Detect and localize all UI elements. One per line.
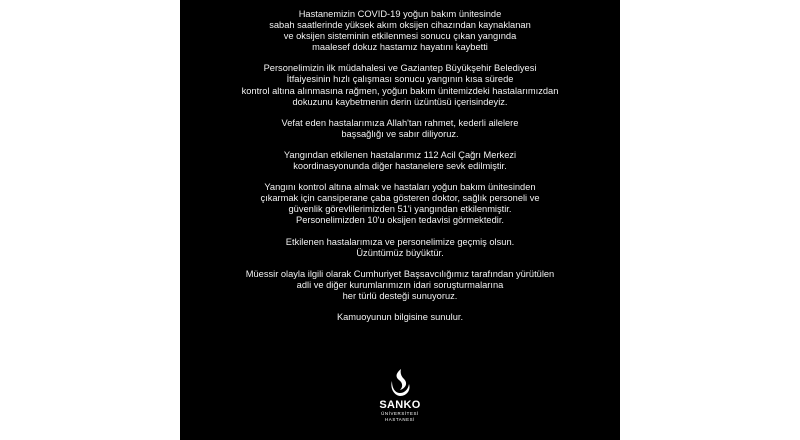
paragraph-2	[180, 63, 620, 107]
text-line: adli ve diğer kurumlarımızın idari soruşturmalarına	[296, 279, 504, 290]
paragraph-6	[180, 237, 620, 259]
brand-subtitle-2: HASTANESİ	[385, 416, 415, 422]
brand-name: SANKO	[379, 399, 421, 411]
paragraph-8	[180, 312, 620, 323]
paragraph-1	[180, 9, 620, 53]
text-line: koordinasyonunda diğer hastanelere sevk edilmiştir.	[293, 161, 507, 172]
sanko-flame-icon	[387, 368, 413, 398]
text-line: dokuzunu kaybetmenin derin üzüntüsü içerisindeyiz.	[292, 96, 508, 107]
paragraph-7	[180, 269, 620, 302]
text-line: Müessir olayla ilgili olarak Cumhuriyet Başsavcılığımız tarafından yürütülen	[245, 268, 555, 279]
text-line: Etkilenen hastalarımıza ve personelimize geçmiş olsun.	[285, 236, 515, 247]
text-line: Yangından etkilenen hastalarımız 112 Acil Çağrı Merkezi	[283, 149, 517, 160]
text-line: Vefat eden hastalarımıza Allah'tan rahmet, kederli ailelere	[281, 117, 519, 128]
text-line: sabah saatlerinde yüksek akım oksijen cihazından kaynaklanan	[269, 20, 531, 31]
sanko-logo	[362, 368, 438, 422]
paragraph-4	[180, 150, 620, 172]
text-line: Personelimizin ilk müdahalesi ve Gaziantep Büyükşehir Belediyesi	[263, 63, 537, 74]
text-line: ve oksijen sisteminin etkilenmesi sonucu çıkan yangında	[283, 31, 517, 42]
text-line: maalesef dokuz hastamız hayatını kaybetti	[312, 42, 488, 53]
paragraph-5	[180, 182, 620, 226]
text-line: Yangını kontrol altına almak ve hastaları yoğun bakım ünitesinden	[264, 182, 536, 193]
text-line: Kamuoyunun bilgisine sunulur.	[336, 311, 464, 322]
text-line: İtfaiyesinin hızlı çalışması sonucu yangının kısa sürede	[286, 74, 514, 85]
statement-text	[180, 9, 620, 333]
text-line: Üzüntümüz büyüktür.	[356, 247, 444, 258]
brand-subtitle-1: ÜNİVERSİTESİ	[381, 411, 419, 416]
text-line: güvenlik görevlilerimizden 51'i yangından etkilenmiştir.	[288, 204, 512, 215]
announcement-panel	[180, 0, 620, 440]
paragraph-3	[180, 118, 620, 140]
text-line: her türlü desteği sunuyoruz.	[342, 290, 458, 301]
text-line: Personelimizden 10'u oksijen tedavisi görmektedir.	[296, 215, 504, 226]
text-line: çıkarmak için cansiperane çaba gösteren doktor, sağlık personeli ve	[260, 193, 540, 204]
text-line: kontrol altına alınmasına rağmen, yoğun bakım ünitemizdeki hastalarımızdan	[241, 85, 559, 96]
text-line: başsağlığı ve sabır diliyoruz.	[341, 128, 459, 139]
text-line: Hastanemizin COVID-19 yoğun bakım ünitesinde	[298, 9, 502, 19]
